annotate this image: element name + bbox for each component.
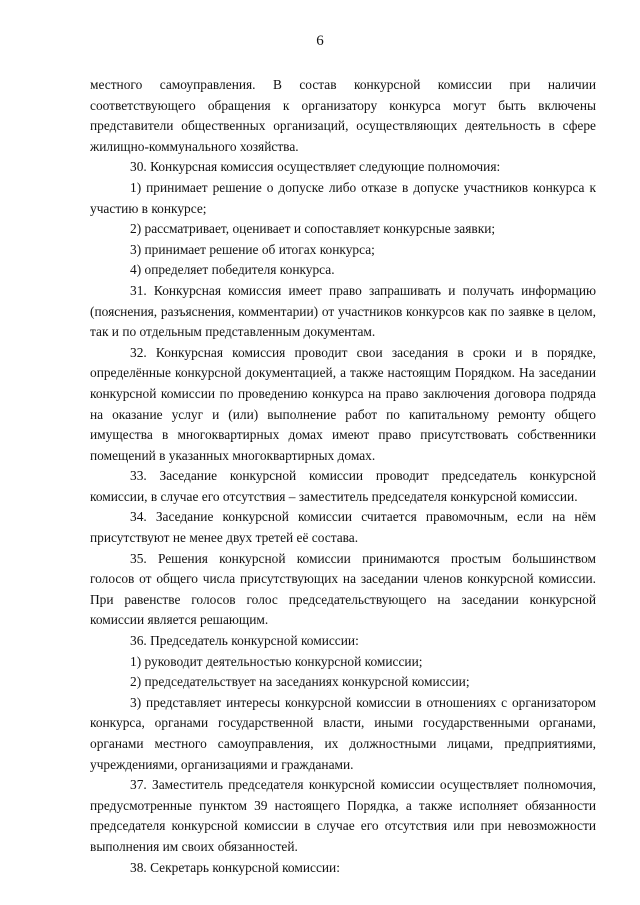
paragraph-35: 35. Решения конкурсной комиссии принимаются простым большинством голосов от общего числа присутствующих на заседании членов конкурсной комиссии. При равенстве голосов голос председательствующего на заседании конкурсной комиссии является решающим. (90, 550, 596, 628)
paragraph-31: 31. Конкурсная комиссия имеет право запрашивать и получать информацию (пояснения, разъяснения, комментарии) от участников конкурсов как по заявке в целом, так и по отдельным представленным документам. (90, 282, 596, 340)
paragraph-34: 34. Заседание конкурсной комиссии считается правомочным, если на нём присутствуют не менее двух третей её состава. (90, 509, 596, 546)
paragraph-37: 37. Заместитель председателя конкурсной комиссии осуществляет полномочия, предусмотренные пунктом 39 настоящего Порядка, а также исполняет обязанности председателя конкурсной комиссии в случае его отсутствия или при невозможности выполнения им своих обязанностей. (90, 777, 596, 854)
paragraph-30: 30. Конкурсная комиссия осуществляет следующие полномочия: (130, 159, 501, 175)
paragraph-36-item-2: 2) председательствует на заседаниях конкурсной комиссии; (130, 674, 470, 690)
paragraph-30-item-2: 2) рассматривает, оценивает и сопоставляет конкурсные заявки; (130, 221, 496, 237)
paragraph-38: 38. Секретарь конкурсной комиссии: (130, 859, 340, 875)
page-number: 6 (316, 33, 324, 49)
paragraph-continuation: местного самоуправления. В состав конкурсной комиссии при наличии соответствующего обращения к организатору конкурса могут быть включены представители общественных организаций, осуществляющих деятельность в сфере жилищно-коммунального хозяйства. (90, 77, 596, 154)
document-body (90, 75, 596, 878)
paragraph-30-item-4: 4) определяет победителя конкурса. (130, 262, 335, 278)
paragraph-36: 36. Председатель конкурсной комиссии: (130, 633, 359, 649)
paragraph-32: 32. Конкурсная комиссия проводит свои заседания в сроки и в порядке, определённые конкурсной документацией, а также настоящим Порядком. На заседании конкурсной комиссии по проведению конкурса на право заключения договора подряда на оказание услуг и (или) выполнение работ по капитальному ремонту общего имущества в многоквартирных домах имеют право присутствовать собственники помещений в указанных многоквартирных домах. (90, 344, 596, 463)
paragraph-36-item-3: 3) представляет интересы конкурсной комиссии в отношениях с организатором конкурса, органами государственной власти, иными государственными органами, органами местного самоуправления, их должностными лицами, предприятиями, учреждениями, организациями и гражданами. (90, 694, 596, 772)
paragraph-30-item-3: 3) принимает решение об итогах конкурса; (130, 241, 375, 257)
paragraph-33: 33. Заседание конкурсной комиссии проводит председатель конкурсной комиссии, в случае его отсутствия – заместитель председателя конкурсной комиссии. (90, 468, 596, 504)
paragraph-36-item-1: 1) руководит деятельностью конкурсной комиссии; (130, 653, 423, 669)
paragraph-30-item-1: 1) принимает решение о допуске либо отказе в допуске участников конкурса к участию в конкурсе; (90, 179, 596, 216)
